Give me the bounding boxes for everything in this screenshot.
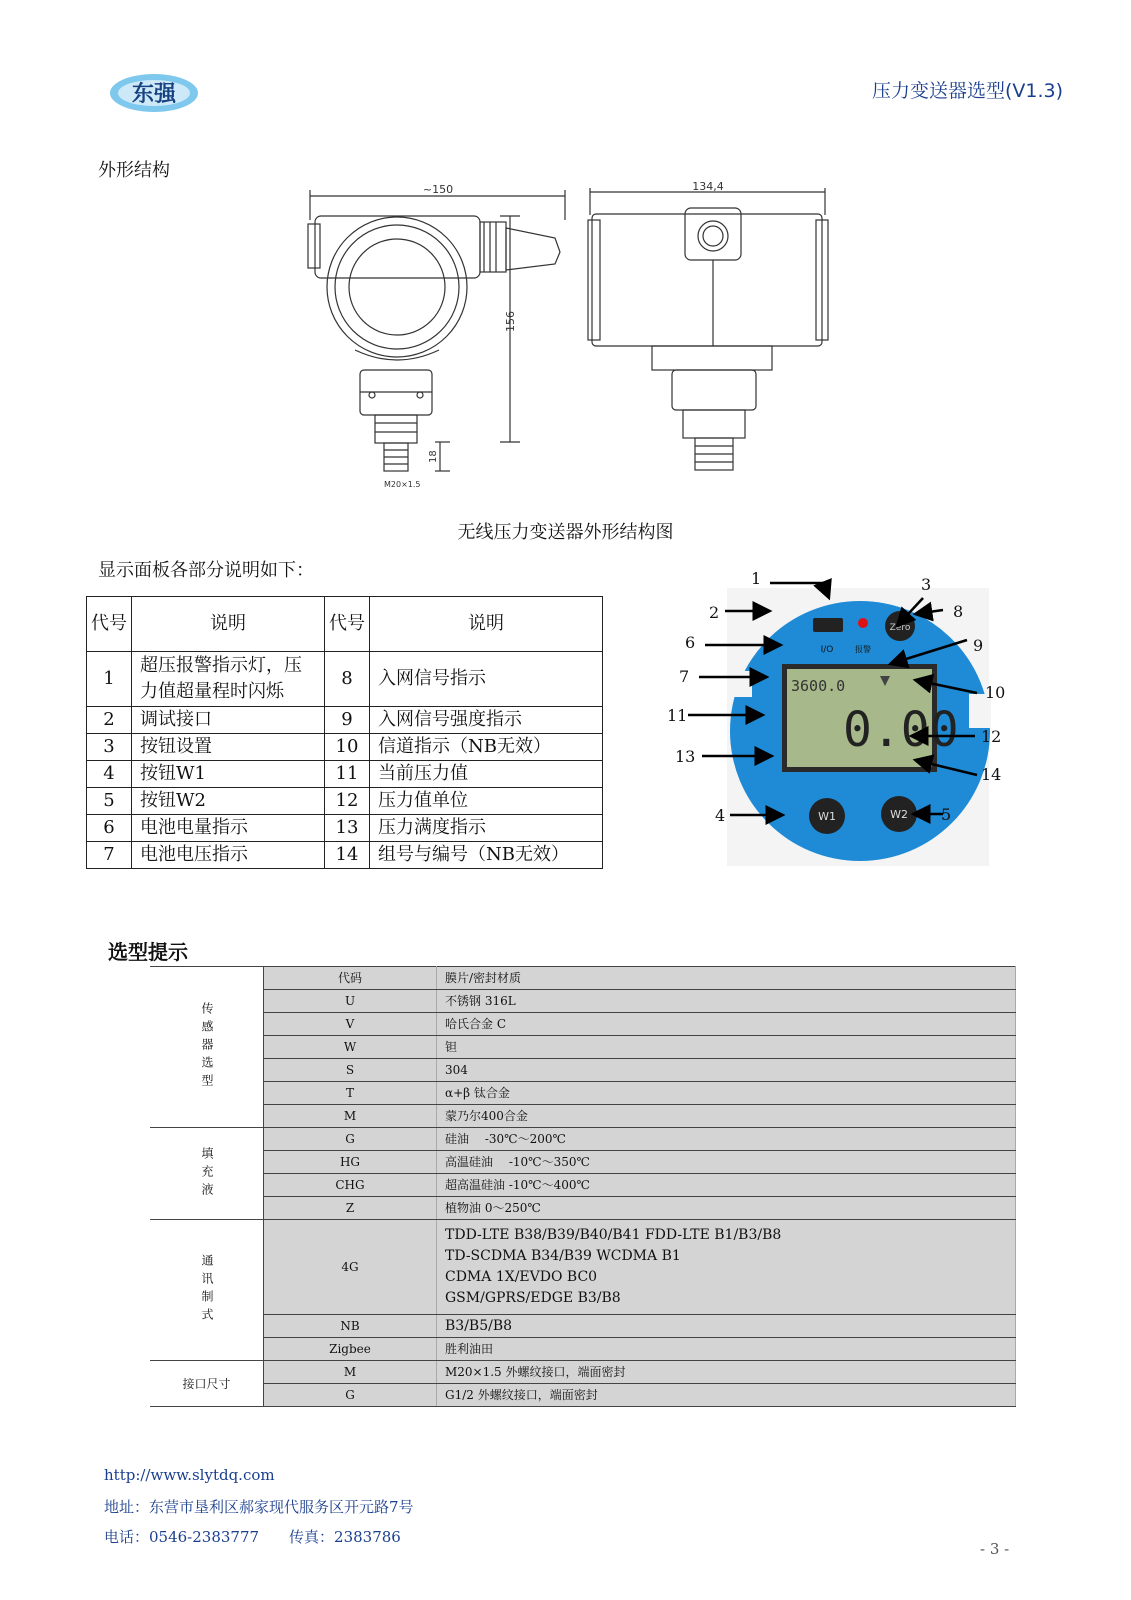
code-cell: S (264, 1059, 437, 1082)
desc-cell: 钽 (437, 1036, 1016, 1059)
table-row (87, 788, 603, 815)
svg-text:Zero: Zero (889, 623, 911, 633)
desc-line: TD-SCDMA B34/B39 WCDMA B1 (445, 1248, 681, 1264)
desc-cell: 膜片/密封材质 (437, 967, 1016, 990)
table-row (150, 1220, 1016, 1315)
table-row (87, 815, 603, 842)
svg-text:报警: 报警 (855, 645, 871, 654)
code-cell: W (264, 1036, 437, 1059)
desc-cell: 压力满度指示 (370, 815, 603, 842)
code-cell: G (264, 1384, 437, 1407)
desc-cell: 按钮W1 (132, 761, 325, 788)
desc-cell: 哈氏合金 C (437, 1013, 1016, 1036)
selection-table (150, 966, 1016, 1407)
usb-port-icon (813, 618, 843, 632)
header-code: 代号 (325, 597, 370, 652)
desc-cell: B3/B5/B8 (437, 1315, 1016, 1338)
footer-address: 地址：东营市垦利区郝家现代服务区开元路7号 (104, 1498, 414, 1516)
code-cell: 3 (87, 734, 132, 761)
code-cell: NB (264, 1315, 437, 1338)
table-row (150, 1013, 1016, 1036)
svg-text:1: 1 (751, 569, 762, 588)
desc-cell: 入网信号强度指示 (370, 707, 603, 734)
code-cell: Z (264, 1197, 437, 1220)
table-row (87, 761, 603, 788)
dim-width-side: 134,4 (692, 180, 724, 193)
desc-cell: 当前压力值 (370, 761, 603, 788)
svg-text:11: 11 (667, 706, 688, 725)
table-row (150, 990, 1016, 1013)
desc-cell: α+β 钛合金 (437, 1082, 1016, 1105)
svg-text:10: 10 (985, 683, 1006, 702)
code-cell: 4 (87, 761, 132, 788)
code-cell: M (264, 1361, 437, 1384)
outline-drawing (300, 180, 850, 510)
code-cell: T (264, 1082, 437, 1105)
desc-cell: 304 (437, 1059, 1016, 1082)
code-cell: U (264, 990, 437, 1013)
code-cell: 10 (325, 734, 370, 761)
code-cell: 代码 (264, 967, 437, 990)
desc-cell: 入网信号指示 (370, 652, 603, 707)
group-sensor: 传感器选型 (150, 967, 264, 1128)
table-header-row (87, 597, 603, 652)
svg-text:3600.0: 3600.0 (791, 677, 846, 695)
table-row (87, 734, 603, 761)
svg-text:2: 2 (709, 603, 720, 622)
code-cell: Zigbee (264, 1338, 437, 1361)
document-title: 压力变送器选型(V1.3) (871, 80, 1063, 102)
dim-height: 156 (504, 311, 517, 332)
desc-line: CDMA 1X/EVDO BC0 (445, 1269, 598, 1285)
dim-thread: M20×1.5 (384, 480, 421, 489)
footer-url[interactable]: http://www.slytdq.com (104, 1466, 275, 1484)
display-panel-photo (667, 569, 1025, 868)
code-cell: 13 (325, 815, 370, 842)
selection-title: 选型提示 (108, 940, 188, 964)
footer-phone: 电话：0546-2383777 传真：2383786 (104, 1528, 401, 1546)
table-row (87, 652, 603, 707)
table-row (150, 1197, 1016, 1220)
company-logo (108, 70, 200, 116)
desc-cell: 蒙乃尔400合金 (437, 1105, 1016, 1128)
desc-cell: M20×1.5 外螺纹接口，端面密封 (437, 1361, 1016, 1384)
svg-text:9: 9 (973, 636, 984, 655)
page-number: - 3 - (980, 1540, 1010, 1558)
svg-text:5: 5 (941, 805, 952, 824)
svg-text:3: 3 (921, 575, 932, 594)
desc-cell (437, 1220, 1016, 1315)
desc-cell: G1/2 外螺纹接口，端面密封 (437, 1384, 1016, 1407)
desc-cell: 压力值单位 (370, 788, 603, 815)
desc-cell: 不锈钢 316L (437, 990, 1016, 1013)
code-cell: HG (264, 1151, 437, 1174)
table-row (87, 707, 603, 734)
table-row (87, 842, 603, 869)
desc-cell: 硅油 -30℃～200℃ (437, 1128, 1016, 1151)
table-row (150, 1315, 1016, 1338)
code-cell: G (264, 1128, 437, 1151)
code-cell: M (264, 1105, 437, 1128)
desc-cell: 调试接口 (132, 707, 325, 734)
group-fill-fluid: 填充液 (150, 1128, 264, 1220)
desc-cell: 电池电压指示 (132, 842, 325, 869)
svg-text:14: 14 (981, 765, 1002, 784)
svg-text:0.00: 0.00 (843, 702, 959, 758)
alarm-led-icon (858, 618, 868, 628)
code-cell: 5 (87, 788, 132, 815)
table-row (150, 1174, 1016, 1197)
desc-cell: 信道指示（NB无效） (370, 734, 603, 761)
table-row (150, 1059, 1016, 1082)
code-cell: 8 (325, 652, 370, 707)
table-row (150, 1384, 1016, 1407)
desc-cell: 胜利油田 (437, 1338, 1016, 1361)
desc-cell: 组号与编号（NB无效） (370, 842, 603, 869)
desc-cell: 电池电量指示 (132, 815, 325, 842)
group-interface: 接口尺寸 (150, 1361, 264, 1407)
desc-cell: 高温硅油 -10℃～350℃ (437, 1151, 1016, 1174)
code-cell: 7 (87, 842, 132, 869)
code-cell: 12 (325, 788, 370, 815)
code-cell: 1 (87, 652, 132, 707)
svg-text:12: 12 (981, 727, 1002, 746)
header-code: 代号 (87, 597, 132, 652)
svg-text:东强: 东强 (131, 81, 177, 107)
group-comm: 通讯制式 (150, 1220, 264, 1361)
svg-text:I/O: I/O (820, 645, 834, 655)
table-row (150, 1105, 1016, 1128)
desc-cell: 按钮设置 (132, 734, 325, 761)
svg-text:13: 13 (675, 747, 696, 766)
table-row (150, 967, 1016, 990)
code-cell: 11 (325, 761, 370, 788)
code-cell: 14 (325, 842, 370, 869)
table-row (150, 1036, 1016, 1059)
code-cell: 9 (325, 707, 370, 734)
outline-heading: 外形结构 (98, 160, 170, 181)
dim-thread-height: 18 (428, 450, 439, 463)
svg-text:W2: W2 (890, 808, 908, 821)
dim-width-front: ~150 (422, 183, 454, 196)
desc-cell: 超压报警指示灯，压力值超量程时闪烁 (132, 652, 325, 707)
desc-line: GSM/GPRS/EDGE B3/B8 (445, 1290, 621, 1306)
svg-text:6: 6 (685, 633, 696, 652)
table-row (150, 1338, 1016, 1361)
panel-legend-table (86, 596, 603, 869)
table-row (150, 1151, 1016, 1174)
desc-cell: 按钮W2 (132, 788, 325, 815)
svg-text:4: 4 (715, 806, 726, 825)
header-desc: 说明 (132, 597, 325, 652)
code-cell: 4G (264, 1220, 437, 1315)
code-cell: CHG (264, 1174, 437, 1197)
desc-cell: 植物油 0～250℃ (437, 1197, 1016, 1220)
svg-text:8: 8 (953, 602, 964, 621)
figure-caption: 无线压力变送器外形结构图 (457, 522, 674, 543)
code-cell: V (264, 1013, 437, 1036)
code-cell: 6 (87, 815, 132, 842)
table-row (150, 1361, 1016, 1384)
header-desc: 说明 (370, 597, 603, 652)
svg-text:7: 7 (679, 667, 690, 686)
code-cell: 2 (87, 707, 132, 734)
svg-text:W1: W1 (818, 810, 836, 823)
table-row (150, 1082, 1016, 1105)
desc-cell: 超高温硅油 -10℃～400℃ (437, 1174, 1016, 1197)
panel-intro: 显示面板各部分说明如下： (98, 560, 314, 581)
table-row (150, 1128, 1016, 1151)
desc-line: TDD-LTE B38/B39/B40/B41 FDD-LTE B1/B3/B8 (445, 1227, 782, 1243)
